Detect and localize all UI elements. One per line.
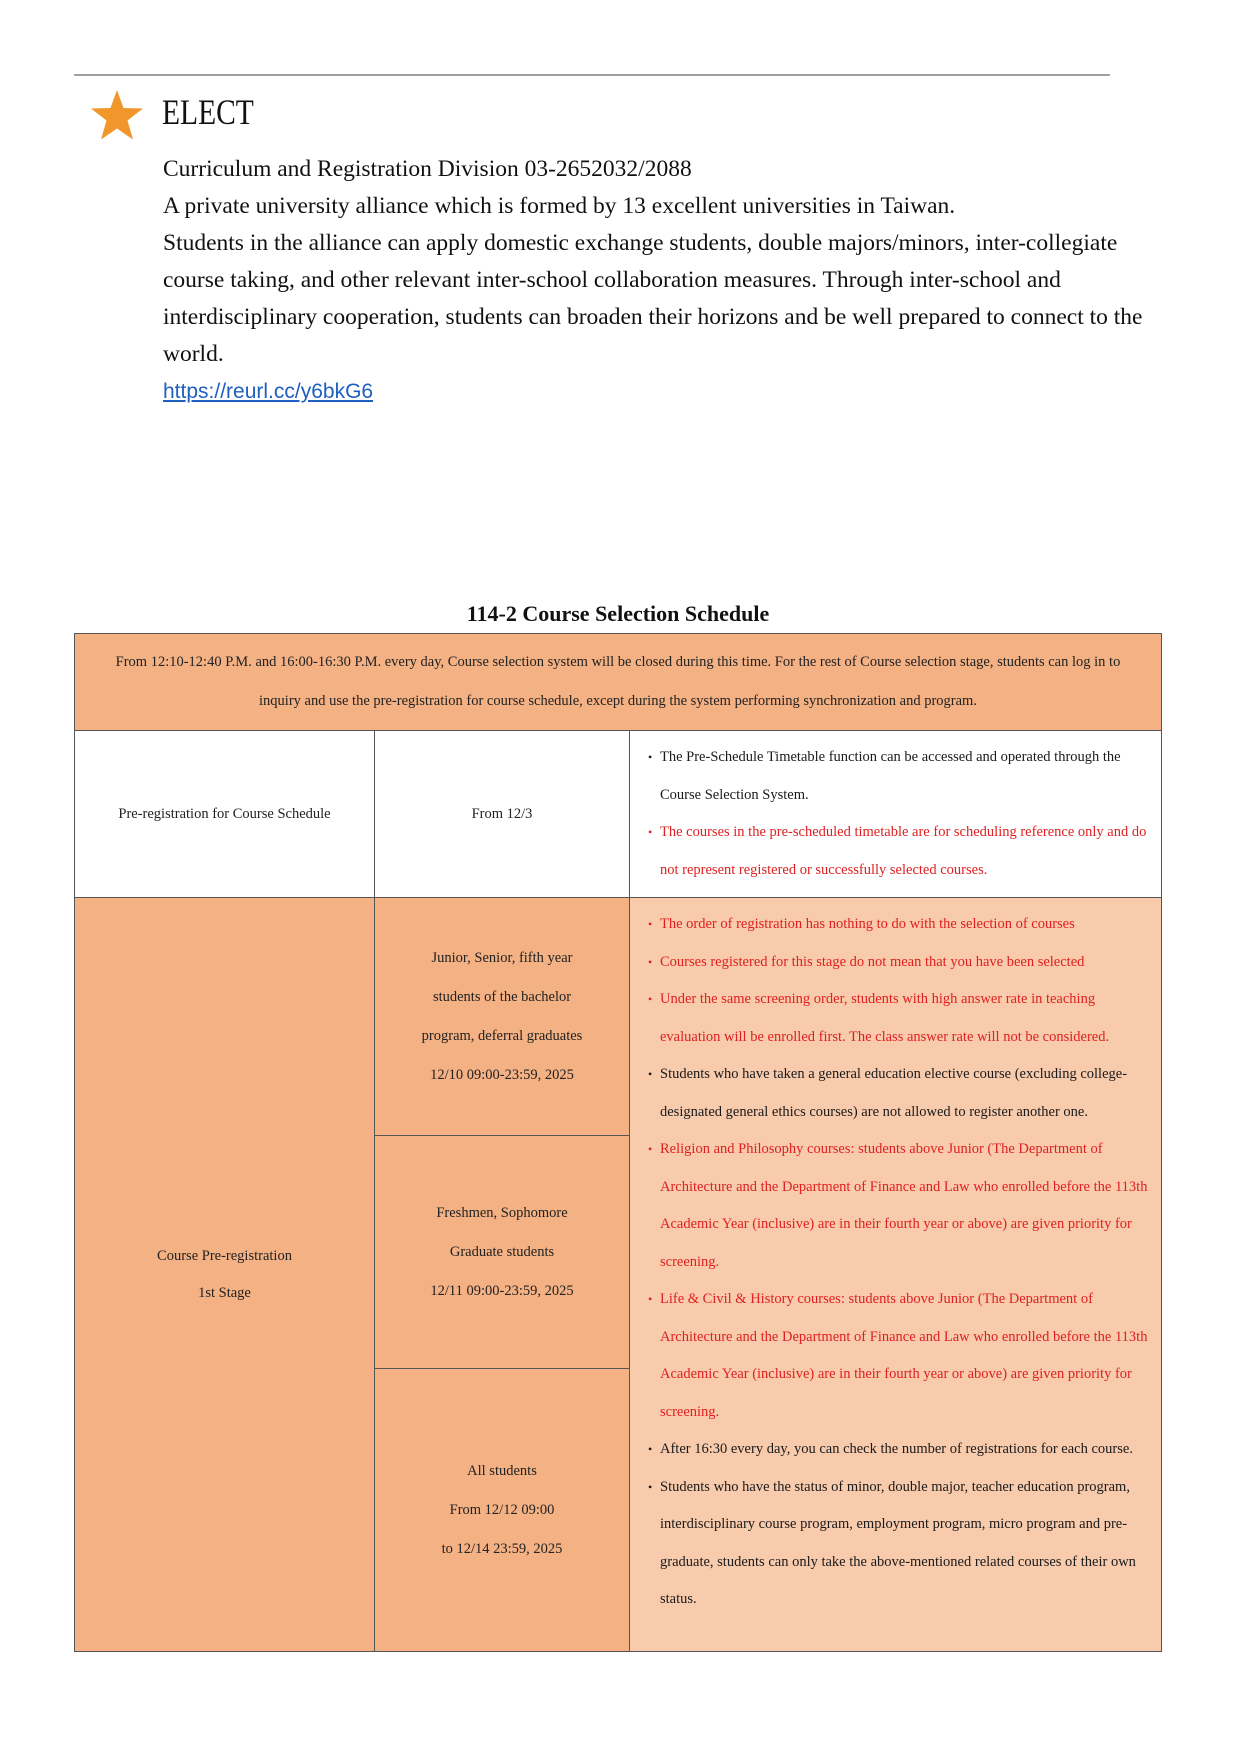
note-item: • Religion and Philosophy courses: students above Junior (The Department of Architecture and the Department of Finance and Law who enrolled before the 113th Academic Year (inclusive) are in their fourth year or above) are given priority for screening. — [648, 1131, 1151, 1281]
note-item: • Under the same screening order, students with high answer rate in teaching evaluation will be enrolled first. The class answer rate will not be considered. — [648, 981, 1151, 1056]
group-cell — [375, 1369, 630, 1652]
group-cell — [375, 898, 630, 1136]
star-shape — [91, 90, 143, 140]
note-item: • After 16:30 every day, you can check the number of registrations for each course. — [648, 1431, 1151, 1469]
group-line: Junior, Senior, fifth year — [431, 949, 573, 966]
table-row — [75, 898, 1162, 1136]
note-item: • Students who have the status of minor, double major, teacher education program, interdisciplinary course program, employment program, micro program and pre-graduate, students can only take the above-mentioned related courses of their own status. — [648, 1469, 1151, 1619]
group-line: Freshmen, Sophomore — [436, 1204, 568, 1221]
group-date: to 12/14 23:59, 2025 — [441, 1540, 563, 1557]
group-line: Graduate students — [449, 1243, 555, 1260]
note-item: • Life & Civil & History courses: students above Junior (The Department of Architecture and the Department of Finance and Law who enrolled before the 113th Academic Year (inclusive) are in their fourth year or above) are given priority for screening. — [648, 1281, 1151, 1431]
alliance-description: Students in the alliance can apply domestic exchange students, double majors/minors, inter-collegiate course taking, and other relevant inter-school collaboration measures. Through inter-school and interdisciplinary cooperation, students can broaden their horizons and be well prepared to connect to the world. — [163, 230, 1143, 367]
stage-sublabel: 1st Stage — [198, 1284, 251, 1301]
notes-list — [630, 731, 1161, 897]
star-icon — [90, 89, 144, 141]
group-line: students of the bachelor — [432, 988, 572, 1005]
alliance-link[interactable]: https://reurl.cc/y6bkG6 — [163, 380, 374, 403]
division-contact: Curriculum and Registration Division 03-2652032/2088 — [163, 156, 692, 182]
notes-list — [630, 898, 1161, 1627]
stage-cell: Pre-registration for Course Schedule — [75, 731, 375, 898]
note-item: • The Pre-Schedule Timetable function can be accessed and operated through the Course Selection System. — [648, 739, 1151, 814]
notice-row — [75, 634, 1162, 731]
notes-cell — [630, 898, 1162, 1652]
notes-cell — [630, 731, 1162, 898]
group-cell — [375, 1136, 630, 1369]
note-item: • Students who have taken a general education elective course (excluding college-designated general ethics courses) are not allowed to register another one. — [648, 1056, 1151, 1131]
alliance-summary: A private university alliance which is formed by 13 excellent universities in Taiwan. — [163, 193, 956, 219]
intro-block — [163, 151, 1153, 410]
note-item: • The courses in the pre-scheduled timetable are for scheduling reference only and do not represent registered or successfully selected courses. — [648, 814, 1151, 889]
table-row — [75, 731, 1162, 898]
note-item: • The order of registration has nothing to do with the selection of courses — [648, 906, 1151, 944]
group-date: 12/11 09:00-23:59, 2025 — [430, 1282, 574, 1299]
note-item: • Courses registered for this stage do not mean that you have been selected — [648, 944, 1151, 982]
group-date: From 12/12 09:00 — [449, 1501, 555, 1518]
stage-cell — [75, 898, 375, 1652]
group-line: program, deferral graduates — [421, 1027, 583, 1044]
group-line: All students — [467, 1462, 537, 1479]
group-date: 12/10 09:00-23:59, 2025 — [430, 1066, 574, 1083]
stage-label: Course Pre-registration — [157, 1247, 292, 1264]
period-cell: From 12/3 — [375, 731, 630, 898]
schedule-table — [74, 633, 1162, 1652]
system-closure-notice: From 12:10-12:40 P.M. and 16:00-16:30 P.M. every day, Course selection system will be closed during this time. For the rest of Course selection stage, students can log in to inquiry and use the pre-registration for course schedule, except during the system performing synchronization and program. — [75, 634, 1162, 731]
section-title: ELECT — [162, 92, 254, 132]
schedule-title: 114-2 Course Selection Schedule — [466, 601, 770, 626]
top-divider — [74, 74, 1110, 76]
